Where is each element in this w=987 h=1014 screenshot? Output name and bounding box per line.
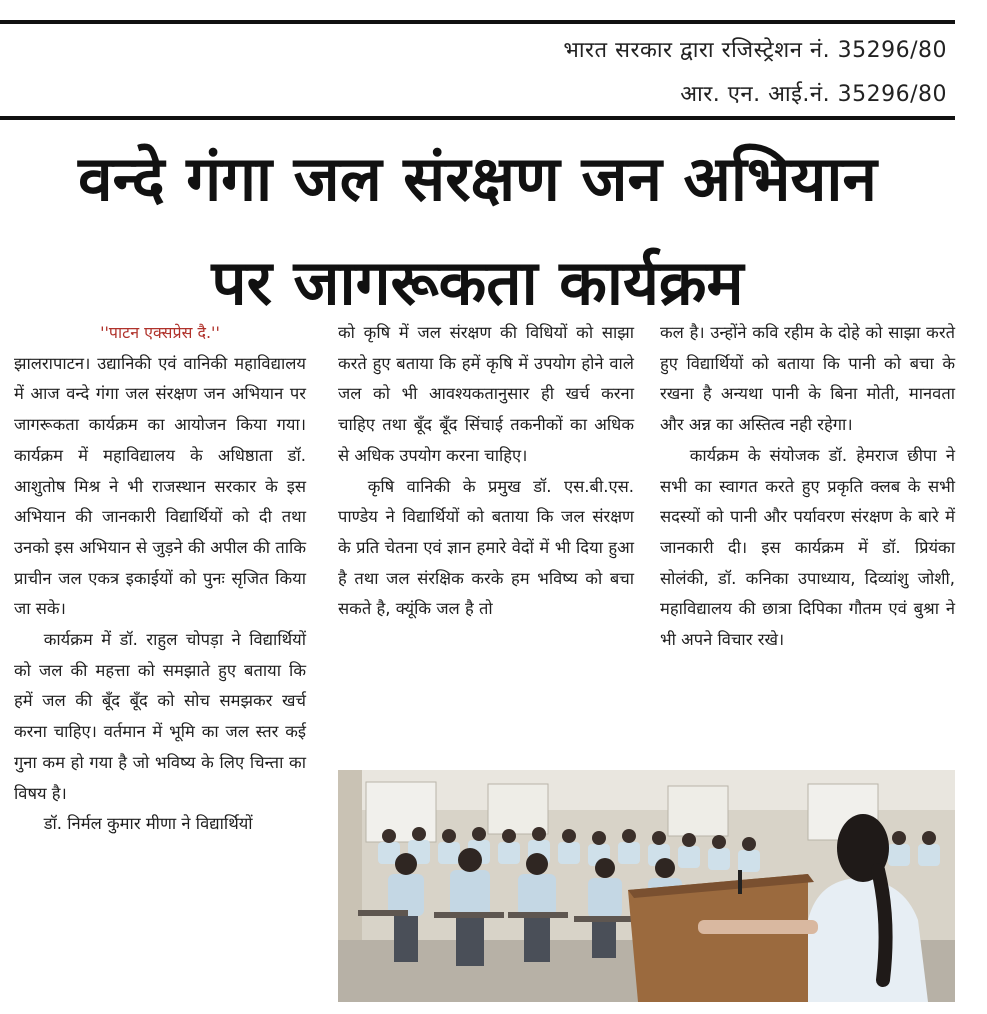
paragraph: डॉ. निर्मल कुमार मीणा ने विद्यार्थियों — [43, 814, 253, 834]
byline: ''पाटन एक्सप्रेस दै.'' — [100, 323, 220, 342]
paragraph: कार्यक्रम के संयोजक डॉ. हेमराज छीपा ने सभी का स्वागत करते हुए प्रकृति क्लब के सभी सदस्यों को पानी और पर्यावरण संरक्षण के बारे में जानकारी दी। इस कार्यक्रम में डॉ. प्रियंका सोलंकी, डॉ. कनिका उपाध्याय, दिव्यांशु जोशी, महाविद्यालय की छात्रा दिपिका गौतम एवं बुश्रा ने भी अपने विचार रखे। — [660, 445, 955, 650]
headline-line-1: वन्दे गंगा जल संरक्षण जन अभियान — [78, 142, 877, 215]
paragraph: को कृषि में जल संरक्षण की विधियों को साझा करते हुए बताया कि हमें कृषि में उपयोग होने वाले जल को भी आवश्यकतानुसार ही खर्च करना चाहिए तथा बूँद बूँद सिंचाई तकनीकों का अधिक से अधिक उपयोग करना चाहिए। — [338, 323, 634, 465]
top-rule — [0, 20, 955, 24]
registration-number: भारत सरकार द्वारा रजिस्ट्रेशन नं. 35296/80 — [563, 38, 947, 63]
article-column-2 — [338, 318, 634, 625]
header-rule — [0, 116, 955, 120]
rni-number: आर. एन. आई.नं. 35296/80 — [680, 82, 947, 107]
paragraph: कार्यक्रम में डॉ. राहुल चोपड़ा ने विद्यार्थियों को जल की महत्ता को समझाते हुए बताया कि हमें जल की बूँद बूँद को सोच समझकर खर्च करना चाहिए। वर्तमान में भूमि का जल स्तर कई गुना कम हो गया है जो भविष्य के लिए चिन्ता का विषय है। — [14, 630, 306, 803]
paragraph: झालरापाटन। उद्यानिकी एवं वानिकी महाविद्यालय में आज वन्दे गंगा जल संरक्षण जन अभियान पर जागरूकता कार्यक्रम का आयोजन किया गया। कार्यक्रम में महाविद्यालय के अधिष्ठाता डॉ. आशुतोष मिश्र ने भी राजस्थान सरकार के इस अभियान की जानकारी विद्यार्थियों को दी तथा उनको इस अभियान से जुड़ने की अपील की ताकि प्राचीन जल एकत्र इकाईयों को पुनः सृजित किया जा सके। — [14, 353, 306, 619]
headline-line-2: पर जागरूकता कार्यक्रम — [211, 246, 744, 319]
paragraph: कल है। उन्होंने कवि रहीम के दोहे को साझा करते हुए विद्यार्थियों को बताया कि पानी को बचा के रखना है अन्यथा पानी के बिना मोती, मानवता और अन्न का अस्तित्व नही रहेगा। — [660, 323, 955, 435]
event-photo — [338, 770, 955, 1002]
article-column-3 — [660, 318, 955, 656]
paragraph: कृषि वानिकी के प्रमुख डॉ. एस.बी.एस. पाण्डेय ने विद्यार्थियों को बताया कि जल संरक्षण के प्रति चेतना एवं ज्ञान हमारे वेदों में भी दिया हुआ है तथा जल संरक्षिक करके हम भविष्य को बचा सकते है, क्यूंकि जल है तो — [338, 476, 634, 619]
article-column-1 — [14, 318, 306, 840]
classroom-photo-illustration — [338, 770, 955, 1002]
